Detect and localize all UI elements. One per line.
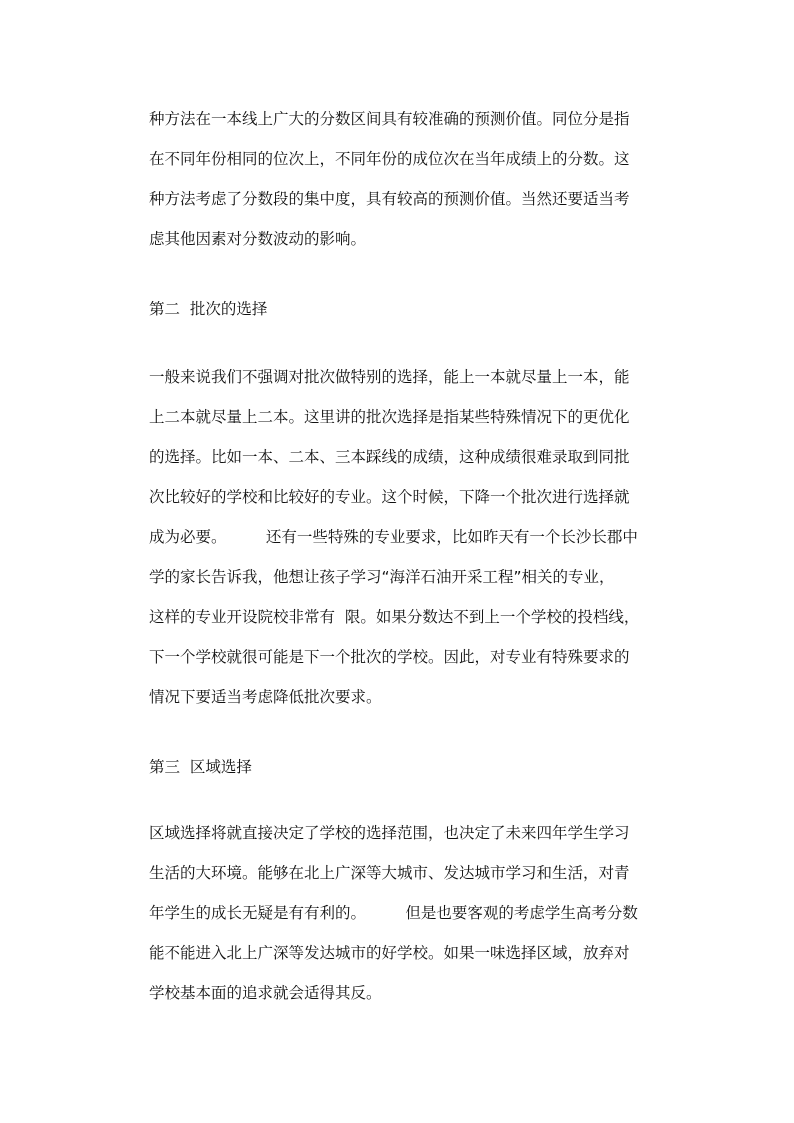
paragraph-3-line-1: 区域选择将就直接决定了学校的选择范围，也决定了未来四年学生学习 [149, 824, 630, 842]
paragraph-2-line-1: 一般来说我们不强调对批次做特别的选择，能上一本就尽量上一本，能 [149, 368, 630, 386]
section-heading-region: 第三 区域选择 [149, 758, 252, 776]
paragraph-2-line-4: 次比较好的学校和比较好的专业。这个时候，下降一个批次进行选择就 [149, 488, 630, 506]
paragraph-1-line-3: 种方法考虑了分数段的集中度，具有较高的预测价值。当然还要适当考 [149, 190, 630, 208]
paragraph-2-line-3: 的选择。比如一本、二本、三本踩线的成绩，这种成绩很难录取到同批 [149, 448, 630, 466]
paragraph-3-line-3: 年学生的成长无疑是有有利的。 但是也要客观的考虑学生高考分数 [149, 904, 638, 922]
paragraph-3-line-2: 生活的大环境。能够在北上广深等大城市、发达城市学习和生活，对青 [149, 864, 630, 882]
paragraph-2-line-6: 学的家长告诉我，他想让孩子学习“海洋石油开采工程”相关的专业， [149, 568, 615, 586]
paragraph-2-line-7: 这样的专业开设院校非常有 限。如果分数达不到上一个学校的投档线， [149, 608, 640, 626]
paragraph-3-line-5: 学校基本面的追求就会适得其反。 [149, 984, 382, 1002]
paragraph-2-line-9: 情况下要适当考虑降低批次要求。 [149, 688, 382, 706]
paragraph-1-line-4: 虑其他因素对分数波动的影响。 [149, 230, 367, 248]
paragraph-1-line-1: 种方法在一本线上广大的分数区间具有较准确的预测价值。同位分是指 [149, 110, 630, 128]
paragraph-2-line-2: 上二本就尽量上二本。这里讲的批次选择是指某些特殊情况下的更优化 [149, 408, 630, 426]
paragraph-3-line-4: 能不能进入北上广深等发达城市的好学校。如果一味选择区域，放弃对 [149, 944, 630, 962]
paragraph-2-line-5: 成为必要。 还有一些特殊的专业要求，比如昨天有一个长沙长郡中 [149, 528, 638, 546]
paragraph-1-line-2: 在不同年份相同的位次上，不同年份的成位次在当年成绩上的分数。这 [149, 150, 630, 168]
paragraph-2-line-8: 下一个学校就很可能是下一个批次的学校。因此，对专业有特殊要求的 [149, 648, 630, 666]
section-heading-batch: 第二 批次的选择 [149, 300, 268, 318]
